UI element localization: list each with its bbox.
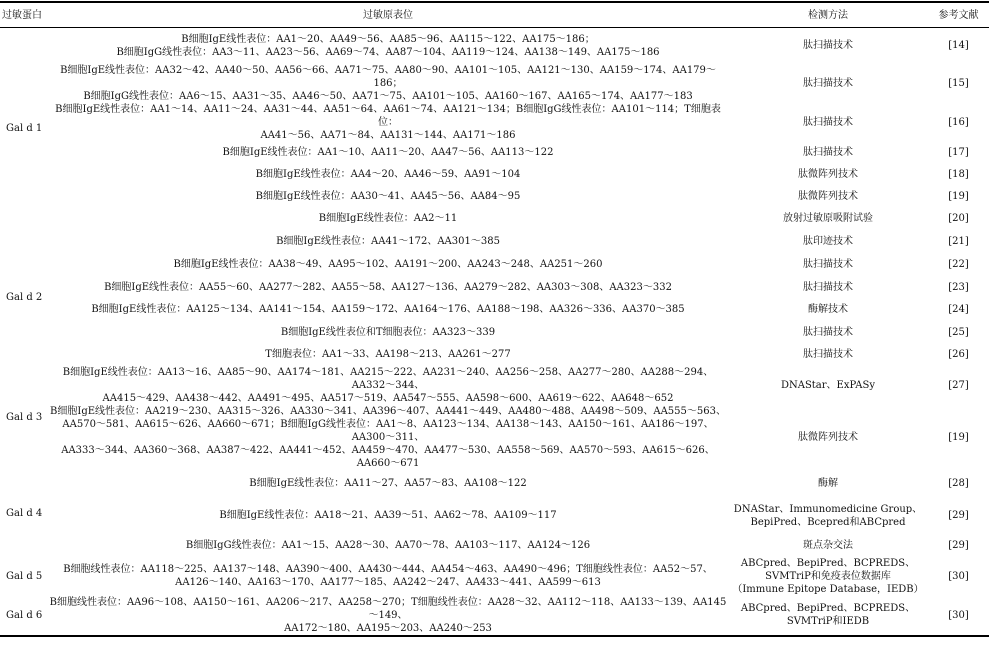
- table-row: [0, 405, 989, 470]
- method-cell: 肽微阵列技术: [798, 169, 858, 180]
- reference-cell: [30]: [928, 596, 989, 636]
- method-cell: 肽印迹技术: [803, 235, 853, 247]
- table-row: [0, 103, 989, 142]
- reference-cell: [19]: [948, 191, 969, 202]
- table-row: [0, 142, 989, 164]
- method-cell: DNAStar、Immunomedicine Group、 BepiPred、Bcepred和ABCpred: [733, 503, 923, 528]
- epitope-cell: B细胞IgE线性表位：AA1～20、AA49～56、AA85～96、AA115～122、AA175～186； B细胞IgG线性表位：AA3～11、AA23～56、AA69～74、AA87～104、AA119～124、AA138～149、AA175～186: [116, 33, 660, 58]
- method-cell: 肽扫描技术: [803, 40, 853, 52]
- epitope-cell: B细胞IgE线性表位和T细胞表位：AA323～339: [280, 326, 496, 338]
- reference-cell: [15]: [948, 77, 969, 89]
- epitope-cell: B细胞IgE线性表位：AA55～60、AA277～282、AA55～58、AA127～136、AA279～282、AA303～308、AA323～332: [104, 281, 672, 293]
- reference-cell: [24]: [948, 304, 969, 315]
- method-cell: 肽扫描技术: [803, 281, 853, 293]
- epitope-cell: B细胞IgE线性表位：AA30～41、AA45～56、AA84～95: [255, 191, 521, 202]
- epitope-cell: B细胞IgE线性表位：AA11～27、AA57～83、AA108～122: [249, 478, 527, 489]
- allergen-protein-cell: Gal d 6: [0, 596, 48, 636]
- epitope-cell: B细胞IgG线性表位：AA1～15、AA28～30、AA70～78、AA103～117、AA124～126: [185, 539, 591, 551]
- reference-cell: [22]: [948, 258, 969, 270]
- reference-cell: [20]: [948, 213, 969, 224]
- epitope-cell: B细胞IgE线性表位：AA1～14、AA11～24、AA31～44、AA51～64、AA61～74、AA121～134；B细胞IgG线性表位：AA101～114；T细胞表位： AA41～56、AA71～84、AA131～144、AA171～186: [55, 103, 721, 141]
- epitope-cell: B细胞IgE线性表位：AA13～16、AA85～90、AA174～181、AA215～222、AA231～240、AA256～258、AA277～280、AA288～294、AA332～344、 AA415～429、AA438～442、AA491～495、AA517～519、AA547～555、AA598～600、AA619～622、AA648～652: [62, 366, 714, 404]
- table-row: [0, 366, 989, 405]
- method-cell: ABCpred、BepiPred、BCPREDS、 SVMTriP和IEDB: [728, 596, 928, 636]
- reference-cell: [27]: [948, 379, 969, 391]
- reference-cell: [25]: [948, 326, 969, 338]
- method-cell: DNAStar、ExPASy: [780, 379, 876, 391]
- reference-cell: [23]: [948, 281, 969, 293]
- table-row: [0, 299, 989, 321]
- epitope-cell: B细胞线性表位：AA118～225、AA137～148、AA390～400、AA430～444、AA454～463、AA490～496；T细胞线性表位：AA52～57、 AA126～140、AA163～170、AA177～185、AA242～247、AA433～441、AA599～613: [63, 564, 713, 588]
- method-cell: 肽扫描技术: [803, 116, 853, 128]
- table-row: [0, 557, 989, 596]
- allergen-epitope-table: [0, 1, 989, 637]
- allergen-protein-cell: Gal d 2: [6, 292, 43, 303]
- method-cell: ABCpred、BepiPred、BCPREDS、 SVMTriP和免疫表位数据库 （Immune Epitope Database，IEDB）: [732, 557, 924, 595]
- method-cell: 肽微阵列技术: [798, 431, 858, 443]
- method-cell: 酶解: [818, 478, 838, 489]
- epitope-cell: B细胞IgE线性表位：AA1～10、AA11～20、AA47～56、AA113～122: [222, 147, 554, 158]
- epitope-cell: B细胞IgE线性表位：AA41～172、AA301～385: [276, 235, 500, 247]
- epitope-cell: B细胞IgE线性表位：AA2～11: [318, 213, 458, 224]
- method-cell: 放射过敏原吸附试验: [783, 213, 873, 224]
- method-cell: 酶解技术: [808, 304, 848, 315]
- table-row: [0, 164, 989, 186]
- method-cell: 肽微阵列技术: [798, 191, 858, 202]
- reference-cell: [16]: [948, 116, 969, 128]
- allergen-protein-cell: Gal d 4: [6, 507, 43, 519]
- epitope-cell: B细胞IgE线性表位：AA32～42、AA40～50、AA56～66、AA71～75、AA80～90、AA101～105、AA121～130、AA159～174、AA179～186； B细胞IgG线性表位：AA6～15、AA31～35、AA46～50、AA71～75、AA101～105、AA160～167、AA165～174、AA177～183: [60, 64, 716, 102]
- method-cell: 肽扫描技术: [803, 326, 853, 338]
- method-cell: 肽扫描技术: [803, 258, 853, 270]
- method-cell: 肽扫描技术: [803, 77, 853, 89]
- table-row: [0, 186, 989, 208]
- table-row: [0, 534, 989, 557]
- table-row: [0, 28, 989, 64]
- reference-cell: [29]: [948, 539, 969, 551]
- reference-cell: [17]: [948, 147, 969, 158]
- header-epitope: 过敏原表位: [48, 2, 728, 28]
- header-protein: 过敏蛋白: [0, 2, 48, 28]
- reference-cell: [30]: [948, 570, 969, 582]
- table-row: [0, 498, 989, 534]
- table-row: [0, 470, 989, 498]
- reference-cell: [21]: [948, 235, 969, 247]
- table-row: [0, 344, 989, 366]
- allergen-protein-cell: Gal d 3: [6, 412, 43, 423]
- epitope-cell: B细胞IgE线性表位：AA219～230、AA315～326、AA330～341、AA396～407、AA441～449、AA480～488、AA498～509、AA555～563、 AA570～581、AA615～626、AA660～671；B细胞IgG线性表位：AA1～8、AA123～134、AA138～143、AA150～161、AA186～197、AA300～311、 AA333～344、AA360～368、AA387～422、AA441～452、AA459～470、AA477～530、AA558～569、AA570～593、AA615～626、AA660～671: [50, 405, 726, 469]
- reference-cell: [29]: [948, 510, 969, 521]
- reference-cell: [18]: [948, 169, 969, 180]
- table-row: [0, 596, 989, 636]
- epitope-cell: B细胞IgE线性表位：AA18～21、AA39～51、AA62～78、AA109～117: [219, 510, 557, 521]
- reference-cell: [28]: [948, 478, 969, 489]
- method-cell: 斑点杂交法: [803, 539, 853, 551]
- header-reference: 参考文献: [928, 2, 989, 28]
- reference-cell: [14]: [948, 40, 969, 52]
- method-cell: 肽扫描技术: [803, 147, 853, 158]
- method-cell: 肽扫描技术: [803, 349, 853, 360]
- table-row: [0, 230, 989, 253]
- table-row: [0, 208, 989, 230]
- table-header-row: [0, 2, 989, 28]
- table-row: [0, 321, 989, 344]
- table-row: [0, 253, 989, 276]
- epitope-cell: B细胞IgE线性表位：AA125～134、AA141～154、AA159～172、AA164～176、AA188～198、AA326～336、AA370～385: [91, 304, 685, 315]
- header-method: 检测方法: [728, 2, 928, 28]
- allergen-protein-cell: Gal d 1: [6, 123, 43, 135]
- reference-cell: [26]: [948, 349, 969, 360]
- allergen-protein-cell: Gal d 5: [6, 570, 43, 582]
- epitope-cell: T细胞表位：AA1～33、AA198～213、AA261～277: [265, 349, 511, 360]
- table-body: [0, 28, 989, 636]
- reference-cell: [19]: [948, 431, 969, 443]
- table-row: [0, 276, 989, 299]
- epitope-cell: B细胞IgE线性表位：AA4～20、AA46～59、AA91～104: [255, 169, 521, 180]
- epitope-cell: B细胞线性表位：AA96～108、AA150～161、AA206～217、AA258～270；T细胞线性表位：AA28～32、AA112～118、AA133～139、AA145～149、 AA172～180、AA195～203、AA240～253: [49, 596, 727, 634]
- table-row: [0, 64, 989, 103]
- epitope-cell: B细胞IgE线性表位：AA38～49、AA95～102、AA191～200、AA243～248、AA251～260: [173, 258, 603, 270]
